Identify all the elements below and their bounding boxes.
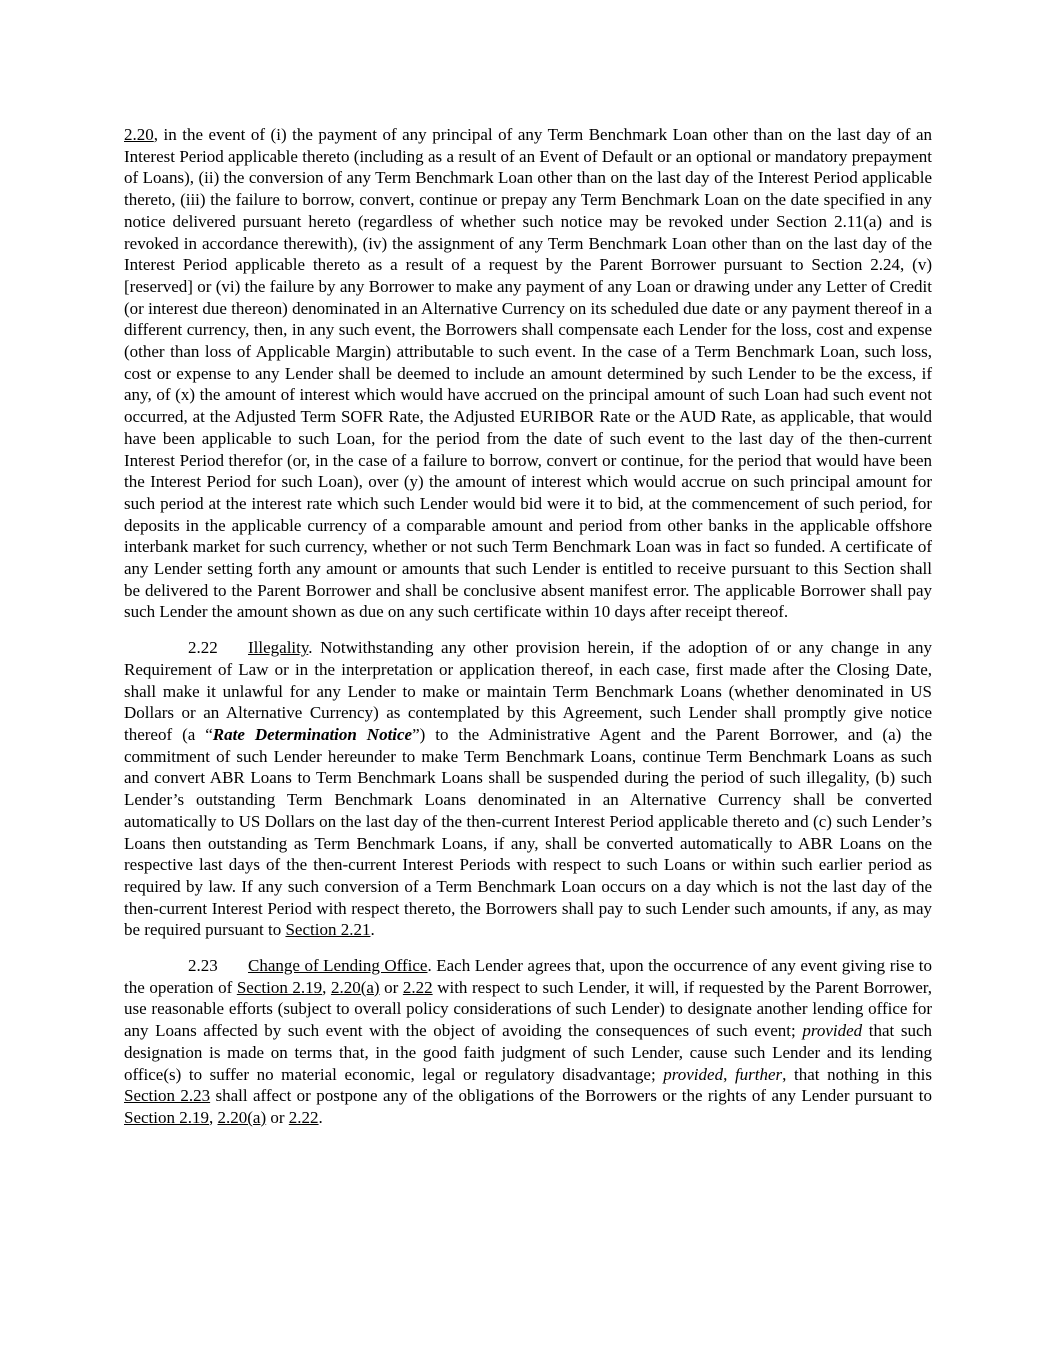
defined-term: Rate Determination Notice <box>212 724 413 744</box>
section-text: that such designation is made on terms that, in the good faith judgment of such Lender, cause such Lender and its lending office(s) to suffer no material economic, legal or regulatory disadvantage; <box>124 1021 932 1084</box>
section-text: . Each Lender agrees that, upon the occurrence of any event giving rise to the operation of <box>124 956 932 997</box>
section-number: 2.22 <box>188 638 218 658</box>
paragraph-2-21-continued <box>124 124 932 623</box>
section-number: 2.23 <box>188 956 218 976</box>
section-text: , <box>322 977 331 997</box>
italic-term: further <box>734 1064 783 1084</box>
section-text: or <box>379 977 403 997</box>
section-2-23-paragraph <box>124 955 932 1129</box>
section-ref-2-20: 2.20 <box>124 125 154 144</box>
section-text: , <box>723 1064 735 1084</box>
section-text: shall affect or postpone any of the obligations of the Borrowers or the rights of any Lender pursuant to <box>210 1086 932 1106</box>
section-heading: Illegality <box>248 638 309 658</box>
italic-term: provided <box>802 1021 863 1041</box>
section-2-22-paragraph <box>124 637 932 941</box>
section-text: , that nothing in this <box>782 1064 933 1084</box>
section-ref-2-22: 2.22 <box>402 977 433 997</box>
italic-term: provided <box>663 1064 724 1084</box>
section-ref-2-20a: 2.20(a) <box>217 1107 267 1127</box>
section-heading: Change of Lending Office <box>248 956 428 976</box>
section-ref-2-21: Section 2.21 <box>285 920 371 940</box>
section-ref-2-19: Section 2.19 <box>236 977 323 997</box>
section-text: with respect to such Lender, it will, if requested by the Parent Borrower, use reasonable efforts (subject to overall policy considerations of such Lender) to designate another lending office for any Loans affected by such event with the object of avoiding the consequences of such event; <box>124 977 932 1041</box>
document-body <box>124 124 932 1143</box>
section-text: ”) to the Administrative Agent and the Parent Borrower, and (a) the commitment of such Lender hereunder to make Term Benchmark Loans, continue Term Benchmark Loans as such and convert ABR Loans to Term Benchmark Loans shall be suspended during the period of such illegality, (b) such Lender’s outstanding Term Benchmark Loans denominated in an Alternative Currency shall be converted automatically to US Dollars on the last day of the then-current Interest Period applicable thereto and (c) such Lender’s Loans then outstanding as Term Benchmark Loans, if any, shall be converted automatically to ABR Loans on the respective last days of the then-current Interest Periods with respect to such Loans or within such earlier period as required by law. If any such conversion of a Term Benchmark Loan occurs on a day which is not the last day of the then-current Interest Period with respect thereto, the Borrowers shall pay to such Lender such amounts, if any, as may be required pursuant to <box>124 724 932 940</box>
section-ref-2-19: Section 2.19 <box>124 1107 209 1127</box>
section-text: , <box>209 1107 218 1127</box>
section-text: . <box>318 1107 323 1127</box>
section-text: . Notwithstanding any other provision herein, if the adoption of or any change in any Requirement of Law or in the interpretation or application thereof, in each case, first made after the Closing Date, shall make it unlawful for any Lender to make or maintain Term Benchmark Loans (whether denominated in US Dollars or an Alternative Currency) as contemplated by this Agreement, such Lender shall promptly give notice thereof (a “ <box>124 638 932 744</box>
section-ref-2-22: 2.22 <box>288 1107 319 1127</box>
section-ref-2-23: Section 2.23 <box>124 1086 211 1106</box>
section-ref-2-20a: 2.20(a) <box>330 977 380 997</box>
section-text: or <box>266 1107 289 1127</box>
section-text: . <box>370 920 375 940</box>
paragraph-text: , in the event of (i) the payment of any principal of any Term Benchmark Loan other than on the last day of an Interest Period applicable thereto (including as a result of an Event of Default or an optional or mandatory prepayment of Loans), (ii) the conversion of any Term Benchmark Loan other than on the last day of the Interest Period applicable thereto, (iii) the failure to borrow, convert, continue or prepay any Term Benchmark Loan on the date specified in any notice delivered pursuant hereto (regardless of whether such notice may be revoked under Section 2.11(a) and is revoked in accordance therewith), (iv) the assignment of any Term Benchmark Loan other than on the last day of the Interest Period applicable thereto as a result of a request by the Parent Borrower pursuant to Section 2.24, (v) [reserved] or (vi) the failure by any Borrower to make any payment of any Loan or drawing under any Letter of Credit (or interest due thereon) denominated in an Alternative Currency on its scheduled due date or any payment thereof in a different currency, then, in any such event, the Borrowers shall compensate each Lender for the loss, cost and expense (other than loss of Applicable Margin) attributable to such event. In the case of a Term Benchmark Loan, such loss, cost or expense to any Lender shall be deemed to include an amount determined by such Lender to be the excess, if any, of (x) the amount of interest which would have accrued on the principal amount of such Loan had such event not occurred, at the Adjusted Term SOFR Rate, the Adjusted EURIBOR Rate or the AUD Rate, as applicable, that would have been applicable to such Loan, for the period from the date of such event to the last day of the then-current Interest Period therefor (or, in the case of a failure to borrow, convert or continue, for the period that would have been the Interest Period for such Loan), over (y) the amount of interest which would accrue on such principal amount for such period at the interest rate which such Lender would bid were it to bid, at the commencement of such period, for deposits in the applicable currency of a comparable amount and period from other banks in the applicable offshore interbank market for such currency, whether or not such Term Benchmark Loan was in fact so funded. A certificate of any Lender setting forth any amount or amounts that such Lender is entitled to receive pursuant to this Section shall be delivered to the Parent Borrower and shall be conclusive absent manifest error. The applicable Borrower shall pay such Lender the amount shown as due on any such certificate within 10 days after receipt thereof. <box>124 125 932 622</box>
